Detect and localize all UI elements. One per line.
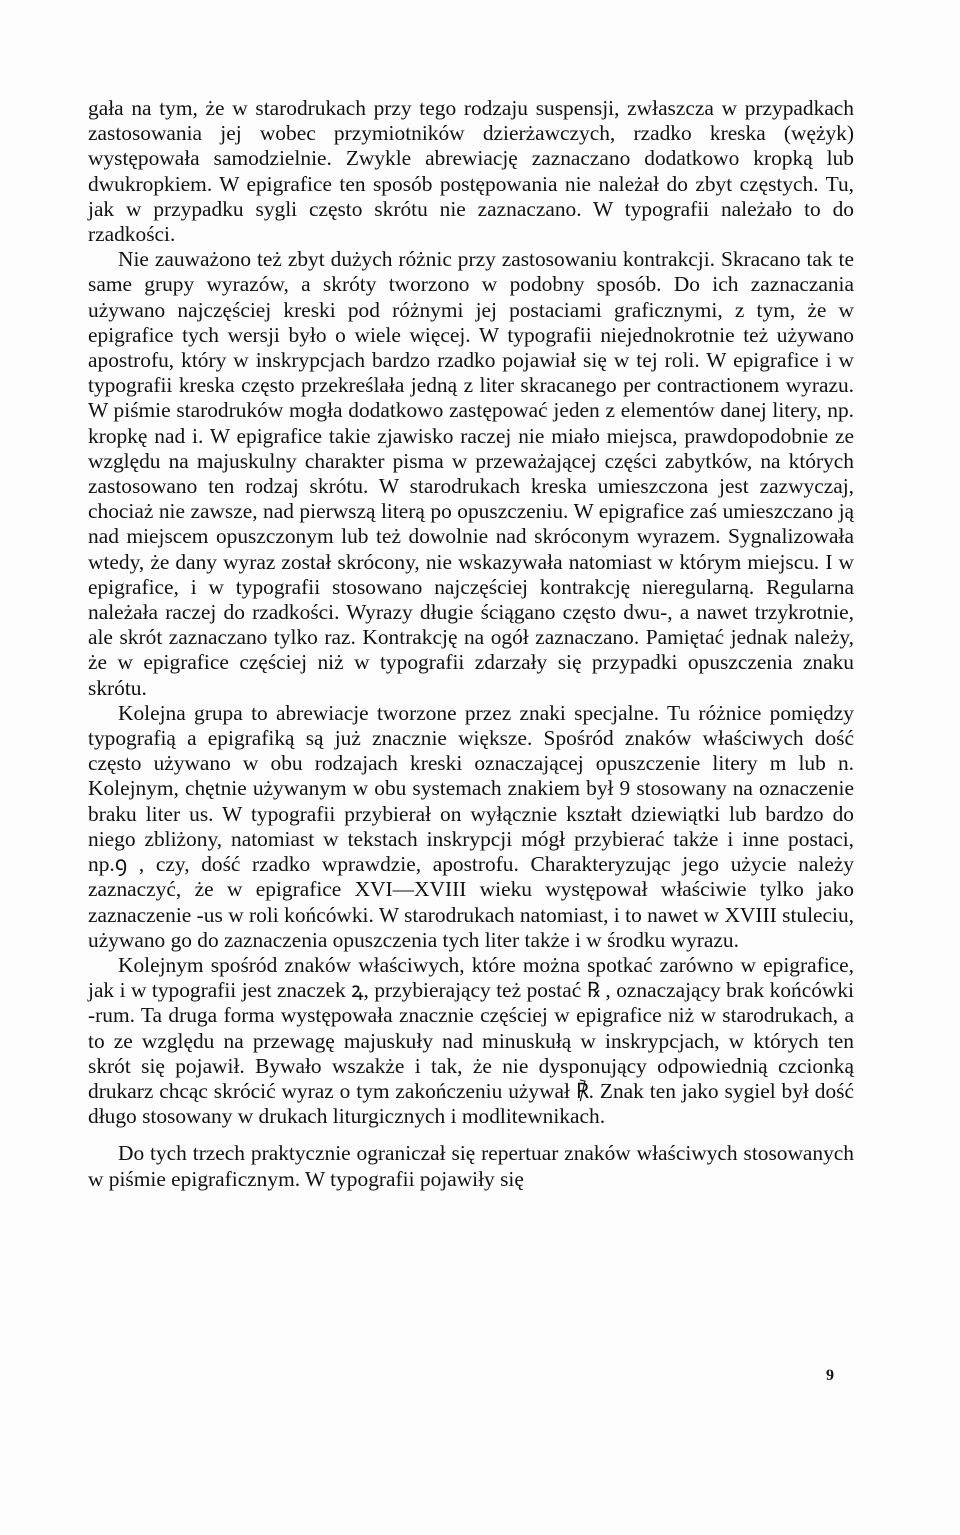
paragraph-1: gała na tym, że w starodrukach przy tego rodzaju suspensji, zwłaszcza w przypadkach zastosowania jej wobec przymiotników dzierżawczych, rzadko kreska (wężyk) występowała samodzielnie. Zwykle abrewiację zaznaczano dodatkowo kropką lub dwukropkiem. W epigrafice ten sposób postępowania nie należał do zbyt częstych. Tu, jak w przypadku sygli często skrótu nie zaznaczano. W typografii należało to do rzadkości. [88,96,854,247]
paragraph-3: Kolejna grupa to abrewiacje tworzone przez znaki specjalne. Tu różnice pomiędzy typografią a epigrafiką są już znacznie większe. Spośród znaków właściwych dość często używano w obu rodzajach kreski oznaczającej opuszczenie litery m lub n. Kolejnym, chętnie używanym w obu systemach znakiem był 9 stosowany na oznaczenie braku liter us. W typografii przybierał on wyłącznie kształt dziewiątki lub bardzo do niego zbliżony, natomiast w tekstach inskrypcji mógł przybierać także i inne postaci, np.ꝯ , czy, dość rzadko wprawdzie, apostrofu. Charakteryzując jego użycie należy zaznaczyć, że w epigrafice XVI—XVIII wieku występował właściwie tylko jako zaznaczenie -us w roli końcówki. W starodrukach natomiast, i to nawet w XVIII stuleciu, używano go do zaznaczenia opuszczenia tych liter także i w środku wyrazu. [88,700,854,952]
paragraph-5: Do tych trzech praktycznie ograniczał się repertuar znaków właściwych stosowanych w piśmie epigraficznym. W typografii pojawiły się [88,1141,854,1191]
body-text [88,96,854,1192]
page-number: 9 [826,1367,834,1384]
paragraph-4: Kolejnym spośród znaków właściwych, które można spotkać zarówno w epigrafice, jak i w typografii jest znaczek ꝝ, przybierający też postać ℞ , oznaczający brak końcówki -rum. Ta druga forma występowała znacznie częściej w epigrafice niż w starodrukach, a to ze względu na przewagę majuskuły nad minuskułą w inskrypcjach, w których ten skrót się pojawił. Bywało wszakże i tak, że nie dysponujący odpowiednią czcionką drukarz chcąc skrócić wyraz o tym zakończeniu używał ℟. Znak ten jako sygiel był dość długo stosowany w drukach liturgicznych i modlitewnikach. [88,952,854,1129]
paragraph-2: Nie zauważono też zbyt dużych różnic przy zastosowaniu kontrakcji. Skracano tak te same grupy wyrazów, a skróty tworzono w podobny sposób. Do ich zaznaczania używano najczęściej kreski pod różnymi jej postaciami graficznymi, z tym, że w epigrafice tych wersji było o wiele więcej. W typografii niejednokrotnie też używano apostrofu, który w inskrypcjach bardzo rzadko pojawiał się w tej roli. W epigrafice i w typografii kreska często przekreślała jedną z liter skracanego per contractionem wyrazu. W piśmie starodruków mogła dodatkowo zastępować jeden z elementów danej litery, np. kropkę nad i. W epigrafice takie zjawisko raczej nie miało miejsca, prawdopodobnie ze względu na majuskulny charakter pisma w przeważającej części zabytków, na których zastosowano ten rodzaj skrótu. W starodrukach kreska umieszczona jest zazwyczaj, chociaż nie zawsze, nad pierwszą literą po opuszczeniu. W epigrafice zaś umieszczano ją nad miejscem opuszczonym lub też dowolnie nad skróconym wyrazem. Sygnalizowała wtedy, że dany wyraz został skrócony, nie wskazywała natomiast w którym miejscu. I w epigrafice, i w typografii stosowano najczęściej kontrakcję nieregularną. Regularna należała raczej do rzadkości. Wyrazy długie ściągano często dwu-, a nawet trzykrotnie, ale skrót zaznaczano tylko raz. Kontrakcję na ogół zaznaczano. Pamiętać jednak należy, że w epigrafice częściej niż w typografii zdarzały się przypadki opuszczenia znaku skrótu. [88,247,854,700]
